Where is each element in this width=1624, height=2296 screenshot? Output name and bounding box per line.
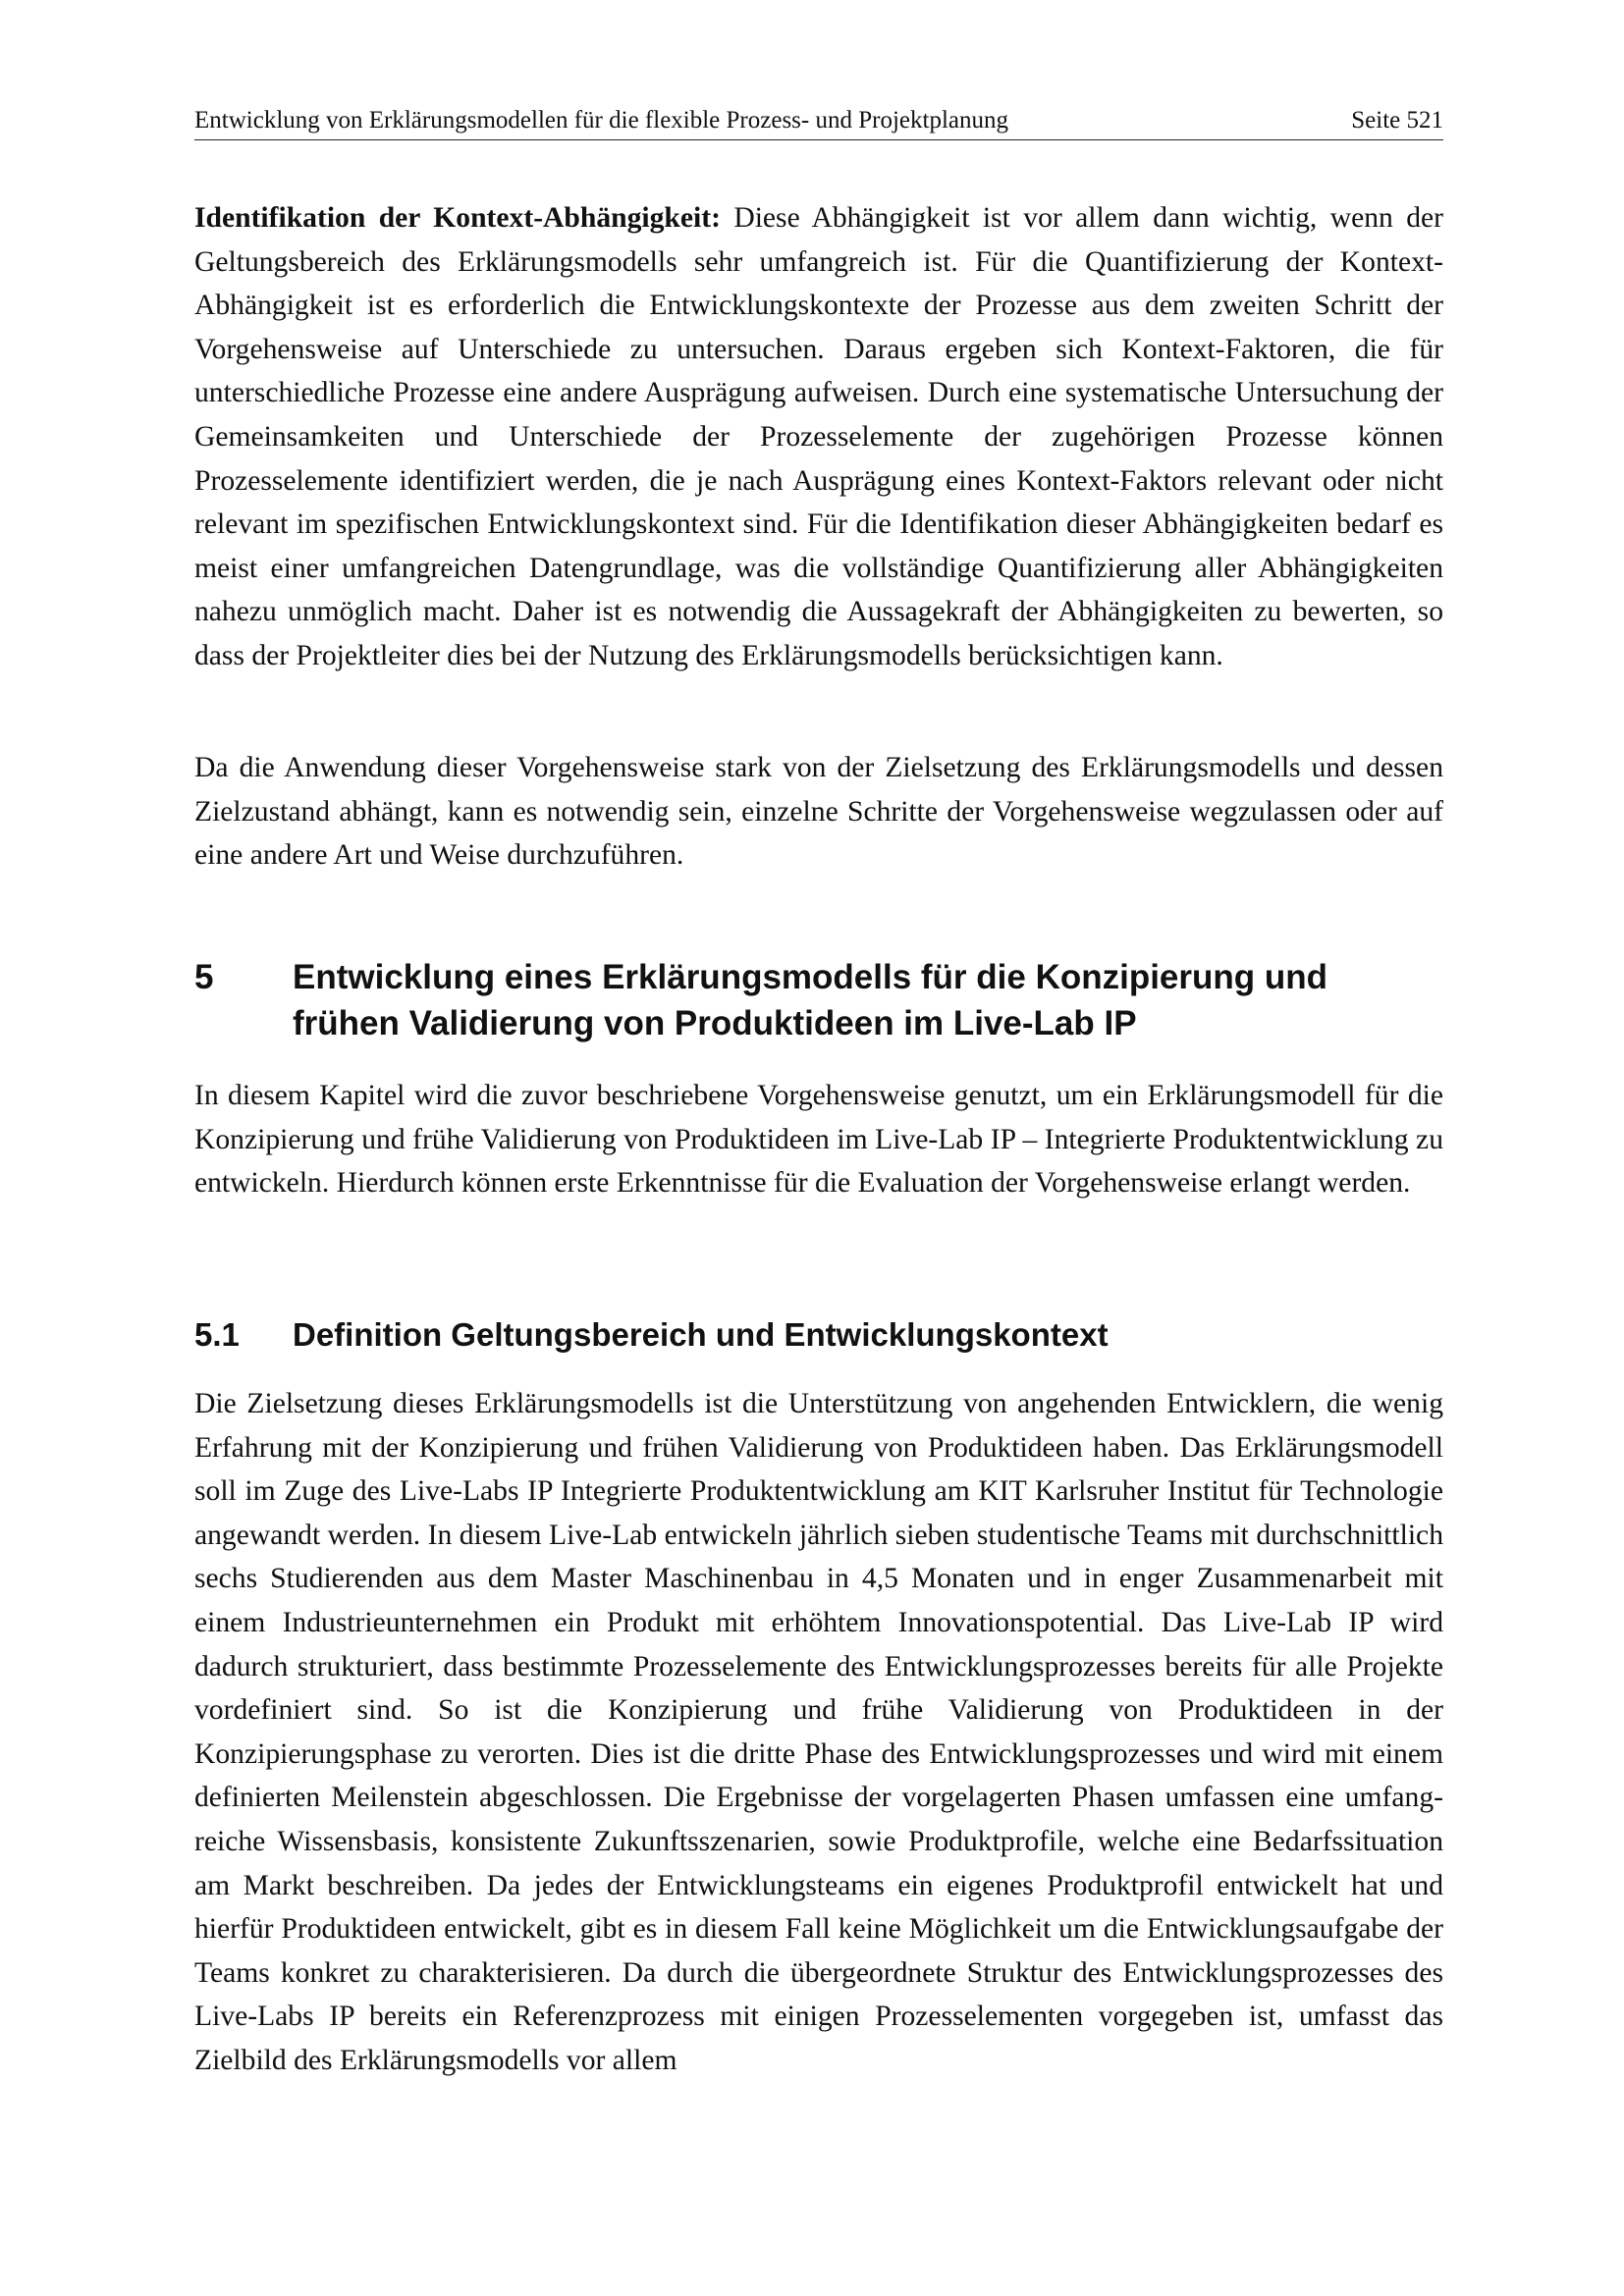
paragraph-chapter-intro xyxy=(194,1074,1443,1205)
paragraph-lead-term: Identifikation der Kontext-Abhängigkeit: xyxy=(194,202,721,234)
section-heading-5-1 xyxy=(194,1313,1443,1357)
running-header xyxy=(194,106,1443,140)
paragraph-body: Diese Abhängigkeit ist vor allem dann wichtig, wenn der Geltungsbereich des Erklärungsmodells sehr umfangreich ist. Für die Quantifizierung der Kontext-Abhängigkeit ist es erforderlich die Entwicklungskontexte der Prozesse aus dem zweiten Schritt der Vorgehensweise auf Unterschiede zu untersuchen. Daraus ergeben sich Kontext-Faktoren, die für unterschiedliche Prozesse eine andere Ausprägung aufweisen. Durch eine systematische Untersuchung der Gemeinsamkeiten und Unterschiede der Prozesselemente der zugehörigen Prozesse können Prozesselemente identifiziert werden, die je nach Ausprägung eines Kontext-Faktors relevant oder nicht relevant im spezifischen Entwicklungskontext sind. Für die Identifikation dieser Abhängigkeiten bedarf es meist einer umfangreichen Datengrundlage, was die vollständige Quantifizierung aller Abhängigkeiten nahezu unmöglich macht. Daher ist es notwendig die Aussagekraft der Abhängigkeiten zu bewerten, so dass der Projektleiter dies bei der Nutzung des Erklärungsmodells berücksichtigen kann. xyxy=(194,202,1443,671)
paragraph-text xyxy=(194,196,1443,678)
page-number: Seite 521 xyxy=(1351,107,1443,133)
paragraph-text: In diesem Kapitel wird die zuvor beschriebene Vorgehensweise genutzt, um ein Erklärungsmodell für die Konzipierung und frühe Validierung von Produktideen im Live-Lab IP – Integrierte Produktentwicklung zu entwickeln. Hierdurch können erste Erkenntnisse für die Evaluation der Vorgehensweise erlangt werden. xyxy=(194,1080,1443,1200)
paragraph-context-dependency xyxy=(194,196,1443,678)
section-heading-5 xyxy=(194,954,1443,1046)
section-title: Entwicklung eines Erklärungsmodells für die Konzipierung und frühen Validierung von Produktideen im Live-Lab IP xyxy=(293,958,1328,1042)
section-number: 5 xyxy=(194,958,214,996)
paragraph-scope-definition xyxy=(194,1382,1443,2083)
paragraph-text: Da die Anwendung dieser Vorgehensweise stark von der Zielsetzung des Erklärungsmodells und dessen Zielzustand abhängt, kann es notwendig sein, einzelne Schritte der Vorgehensweise wegzulassen oder auf eine andere Art und Weise durchzuführen. xyxy=(194,752,1443,872)
paragraph-text: Die Zielsetzung dieses Erklärungsmodells ist die Unterstützung von angehenden Entwicklern, die wenig Erfahrung mit der Konzipierung und frühen Validierung von Produktideen haben. Das Erklärungsmodell soll im Zuge des Live-Labs IP Integrierte Produktentwicklung am KIT Karlsruher Institut für Technologie angewandt werden. In diesem Live-Lab entwickeln jährlich sieben studentische Teams mit durchschnittlich sechs Studierenden aus dem Master Maschinenbau in 4,5 Monaten und in enger Zusammenarbeit mit einem Industrieunternehmen ein Produkt mit erhöhtem Innovationspotential. Das Live-Lab IP wird dadurch strukturiert, dass bestimmte Prozesselemente des Entwicklungsprozesses bereits für alle Projekte vordefiniert sind. So ist die Konzipierung und frühe Validierung von Produktideen in der Konzipierungsphase zu verorten. Dies ist die dritte Phase des Entwicklungsprozesses und wird mit einem definierten Meilenstein abgeschlossen. Die Ergebnisse der vorgelagerten Phasen umfassen eine umfangreiche Wissensbasis, konsistente Zukunftsszenarien, sowie Produktprofile, welche eine Bedarfssituation am Markt beschreiben. Da jedes der Entwicklungsteams ein eigenes Produktprofil entwickelt hat und hierfür Produktideen entwickelt, gibt es in diesem Fall keine Möglichkeit um die Entwicklungsaufgabe der Teams konkret zu charakterisieren. Da durch die übergeordnete Struktur des Entwicklungsprozesses des Live-Labs IP bereits ein Referenzprozess mit einigen Prozesselementen vorgegeben ist, umfasst das Zielbild des Erklärungsmodells vor allem xyxy=(194,1388,1443,2076)
section-number: 5.1 xyxy=(194,1316,240,1353)
paragraph-application-note xyxy=(194,746,1443,878)
running-title: Entwicklung von Erklärungsmodellen für die flexible Prozess- und Projektplanung xyxy=(194,107,1008,133)
section-title: Definition Geltungsbereich und Entwicklungskontext xyxy=(293,1316,1109,1353)
